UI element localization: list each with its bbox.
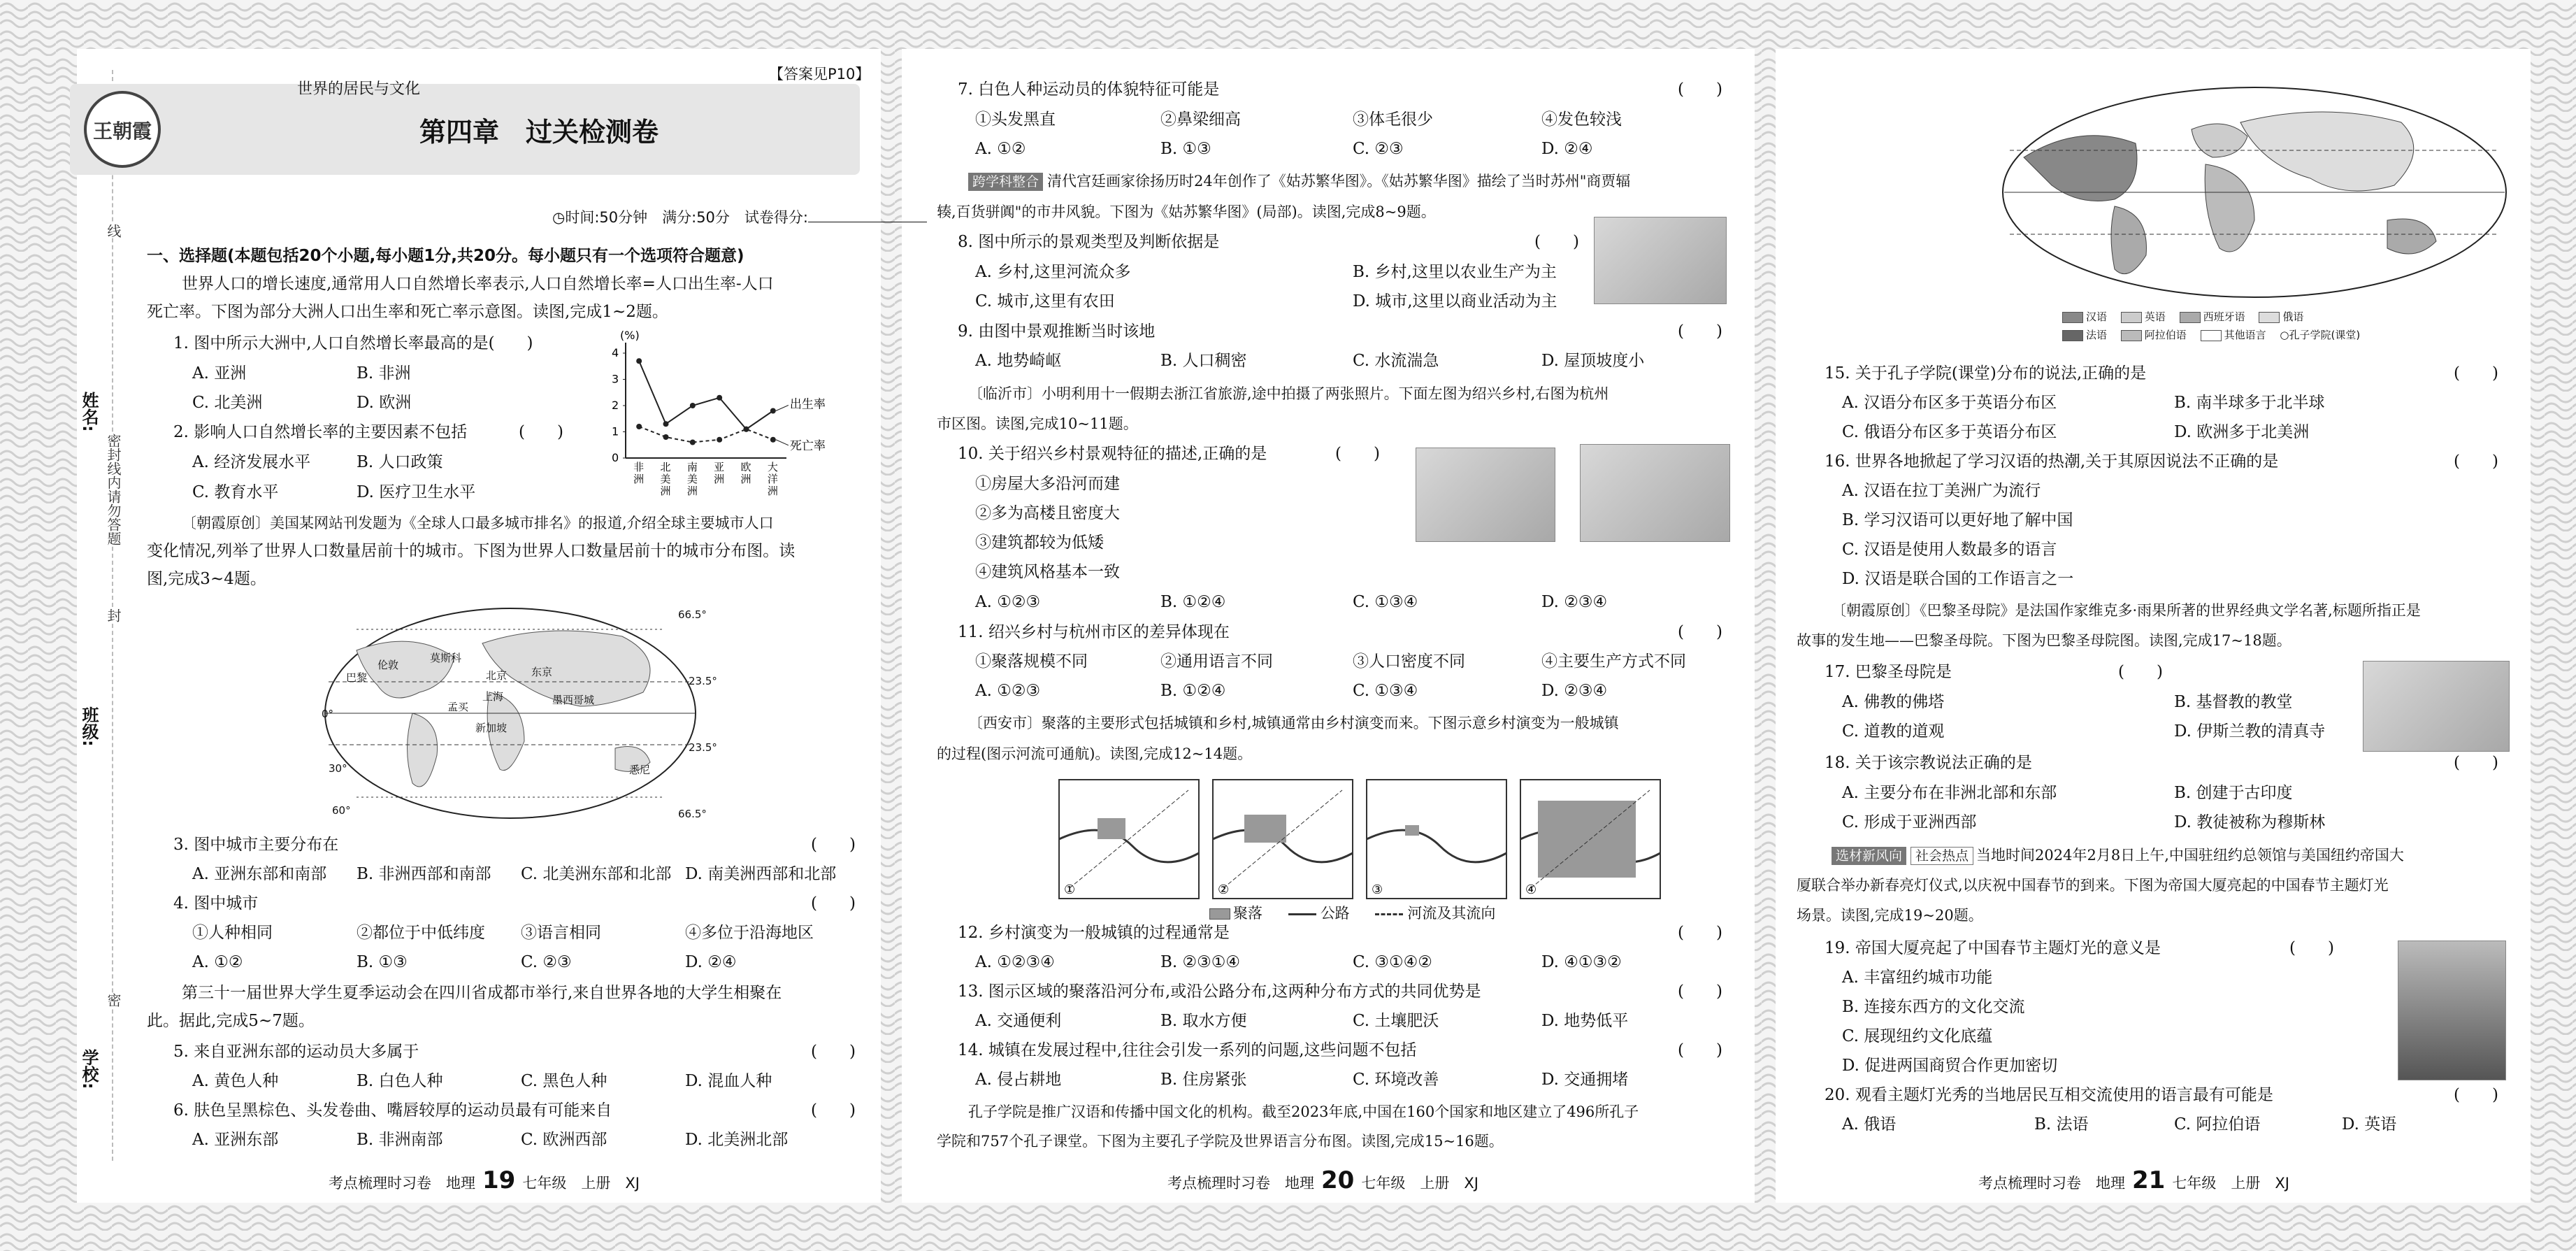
q6-option-d[interactable]: D. 北美洲北部 [685, 1131, 789, 1149]
notre-dame-photo [2363, 661, 2510, 752]
q7-option-a[interactable]: A. ①② [975, 140, 1026, 158]
q12-option-d[interactable]: D. ④①③② [1541, 953, 1622, 971]
q18-option-c[interactable]: C. 形成于亚洲西部 [1842, 813, 1977, 831]
series-leader [776, 406, 789, 411]
q17-option-d[interactable]: D. 伊斯兰教的清真寺 [2174, 722, 2326, 741]
footer-page-19: 考点梳理时习卷 地理 19 七年级 上册 XJ [329, 1166, 640, 1194]
q3-option-a[interactable]: A. 亚洲东部和南部 [192, 865, 327, 883]
q17-option-a[interactable]: A. 佛教的佛塔 [1842, 693, 1945, 711]
intro-15-16: 孔子学院是推广汉语和传播中国文化的机构。截至2023年底,中国在160个国家和地区建立了496所孔子 [968, 1103, 1639, 1120]
q2-option-a[interactable]: A. 经济发展水平 [192, 453, 311, 471]
q12-option-b[interactable]: B. ②③①④ [1160, 953, 1241, 971]
shaoxing-village-photo [1416, 448, 1555, 542]
data-point [636, 358, 642, 364]
q10-answer-blank[interactable]: ( ) [1335, 445, 1380, 463]
q11-answer-blank[interactable]: ( ) [1678, 623, 1722, 641]
intro-3-4-end: 图,完成3~4题。 [147, 570, 266, 588]
question-13: 13. 图示区域的聚落沿河分布,或沿公路分布,这两种分布方式的共同优势是 [958, 982, 1481, 1001]
answer-ref: 【答案见P10】 [769, 66, 870, 83]
series-leader [776, 440, 789, 445]
panel-1 [1059, 780, 1199, 899]
q11-statement-4: ④主要生产方式不同 [1541, 652, 1686, 671]
y-tick-label: 0 [612, 451, 619, 464]
intro-5-7-cont: 此。据此,完成5~7题。 [147, 1012, 315, 1030]
series-label: 死亡率 [789, 438, 826, 453]
question-4: 4. 图中城市 [173, 894, 259, 913]
q12-option-c[interactable]: C. ③①④② [1353, 953, 1432, 971]
q6-option-c[interactable]: C. 欧洲西部 [521, 1131, 607, 1149]
q16-option-c[interactable]: C. 汉语是使用人数最多的语言 [1842, 541, 2057, 559]
q13-option-a[interactable]: A. 交通便利 [975, 1012, 1062, 1030]
q8-answer-blank[interactable]: ( ) [1534, 233, 1579, 251]
name-label: 姓名: [79, 392, 99, 432]
question-3: 3. 图中城市主要分布在 [173, 836, 339, 854]
q18-answer-blank[interactable]: ( ) [2454, 754, 2498, 772]
q4-option-b[interactable]: B. ①③ [357, 953, 408, 971]
q19-answer-blank[interactable]: ( ) [2289, 939, 2334, 957]
data-point [717, 437, 722, 443]
series-label: 出生率 [789, 397, 826, 412]
q11-option-b[interactable]: B. ①②④ [1160, 682, 1226, 700]
q12-option-a[interactable]: A. ①②③④ [975, 953, 1055, 971]
brand-logo: 王朝霞 [84, 91, 161, 168]
svg-text:②: ② [1218, 882, 1230, 897]
q11-option-a[interactable]: A. ①②③ [975, 682, 1041, 700]
q2-option-d[interactable]: D. 医疗卫生水平 [357, 483, 476, 501]
q14-answer-blank[interactable]: ( ) [1678, 1041, 1722, 1059]
intro-17-18: 〔朝霞原创〕《巴黎圣母院》是法国作家维克多·雨果所著的世界经典文学名著,标题所指正是 [1832, 602, 2421, 619]
q20-option-a[interactable]: A. 俄语 [1842, 1115, 1897, 1134]
q11-option-d[interactable]: D. ②③④ [1541, 682, 1608, 700]
q10-statement-2: ②多为高楼且密度大 [975, 504, 1120, 522]
q5-option-d[interactable]: D. 混血人种 [685, 1072, 772, 1090]
q9-answer-blank[interactable]: ( ) [1678, 322, 1722, 341]
q10-statement-3: ③建筑都较为低矮 [975, 534, 1104, 552]
q4-statement-1: ①人种相同 [192, 924, 273, 942]
svg-text:③: ③ [1372, 882, 1383, 897]
q16-option-d[interactable]: D. 汉语是联合国的工作语言之一 [1842, 570, 2074, 588]
intro-1-2-cont: 死亡率。下图为部分大洲人口出生率和死亡率示意图。读图,完成1~2题。 [147, 303, 668, 321]
q4-option-a[interactable]: A. ①② [192, 953, 243, 971]
exam-timing: ◷时间:50分钟 满分:50分 试卷得分: [552, 206, 927, 229]
q1-option-b[interactable]: B. 非洲 [357, 364, 411, 383]
q9-option-d[interactable]: D. 屋顶坡度小 [1541, 352, 1645, 370]
q10-option-d[interactable]: D. ②③④ [1541, 593, 1608, 611]
q11-statement-1: ①聚落规模不同 [975, 652, 1088, 671]
q4-statement-4: ④多位于沿海地区 [685, 924, 814, 942]
y-tick-label: 3 [612, 372, 619, 386]
city-tokyo: 东京 [531, 666, 553, 678]
school-label: 学校: [79, 1049, 99, 1089]
q18-option-b[interactable]: B. 创建于古印度 [2174, 784, 2293, 802]
q10-option-b[interactable]: B. ①②④ [1160, 593, 1226, 611]
q3-option-b[interactable]: B. 非洲西部和南部 [357, 865, 491, 883]
q10-statement-4: ④建筑风格基本一致 [975, 563, 1120, 581]
data-point [663, 434, 669, 440]
q14-option-a[interactable]: A. 侵占耕地 [975, 1071, 1062, 1089]
intro-12-14-cont: 的过程(图示河流可通航)。读图,完成12~14题。 [937, 745, 1253, 762]
class-label: 班级: [79, 706, 99, 747]
q15-option-d[interactable]: D. 欧洲多于北美洲 [2174, 423, 2310, 441]
hangzhou-city-photo [1580, 444, 1730, 542]
series-line-2 [639, 427, 773, 443]
q7-option-b[interactable]: B. ①③ [1160, 140, 1211, 158]
question-6: 6. 肤色呈黑棕色、头发卷曲、嘴唇较厚的运动员最有可能来自 [173, 1101, 612, 1120]
q14-option-c[interactable]: C. 环境改善 [1353, 1071, 1439, 1089]
intro-17-18-cont: 故事的发生地——巴黎圣母院。下图为巴黎圣母院图。读图,完成17~18题。 [1797, 632, 2291, 649]
city-shanghai: 上海 [482, 690, 504, 703]
q19-option-a[interactable]: A. 丰富纽约城市功能 [1842, 968, 1993, 987]
lat-label-66s: 66.5° [678, 808, 707, 820]
page-title: 第四章 过关检测卷 [419, 117, 659, 148]
question-1: 1. 图中所示大洲中,人口自然增长率最高的是( ) [173, 334, 533, 352]
q20-option-b[interactable]: B. 法语 [2034, 1115, 2089, 1134]
q20-option-d[interactable]: D. 英语 [2342, 1115, 2397, 1134]
seal-note: 密封线内请勿答题 [103, 434, 124, 545]
q17-option-b[interactable]: B. 基督教的教堂 [2174, 693, 2293, 711]
x-tick-label: 欧洲 [740, 461, 751, 485]
city-sydney: 悉尼 [629, 764, 651, 776]
panel-2 [1213, 780, 1353, 899]
birth-death-rate-chart [594, 329, 867, 497]
x-tick-label: 北美洲 [660, 461, 671, 497]
q1-option-c[interactable]: C. 北美洲 [192, 394, 263, 412]
data-point [690, 440, 696, 445]
q20-answer-blank[interactable]: ( ) [2454, 1086, 2498, 1104]
q15-option-b[interactable]: B. 南半球多于北半球 [2174, 394, 2325, 412]
q16-answer-blank[interactable]: ( ) [2454, 452, 2498, 471]
q17-option-c[interactable]: C. 道教的道观 [1842, 722, 1945, 741]
q5-option-c[interactable]: C. 黑色人种 [521, 1072, 607, 1090]
q20-option-c[interactable]: C. 阿拉伯语 [2174, 1115, 2261, 1134]
x-tick-label: 南美洲 [686, 461, 698, 497]
y-tick-label: 2 [612, 399, 619, 412]
q4-option-d[interactable]: D. ②④ [685, 953, 737, 971]
q7-statement-1: ①头发黑直 [975, 110, 1056, 129]
q3-option-c[interactable]: C. 北美洲东部和北部 [521, 865, 672, 883]
lat-label-23s: 23.5° [689, 741, 717, 754]
x-tick-label: 大洋洲 [767, 461, 778, 497]
panel-4 [1520, 780, 1660, 899]
gusu-painting-image [1594, 217, 1727, 304]
q14-option-d[interactable]: D. 交通拥堵 [1541, 1071, 1629, 1089]
q11-statement-2: ②通用语言不同 [1160, 652, 1273, 671]
intro-10-11-cont: 市区图。读图,完成10~11题。 [937, 415, 1138, 432]
river-legend-swatch [1375, 913, 1403, 915]
q2-option-c[interactable]: C. 教育水平 [192, 483, 279, 501]
empire-state-building-photo [2398, 941, 2506, 1080]
clock-icon: ◷ [552, 209, 566, 226]
seal-dense-mark: 密 [103, 993, 124, 1007]
q9-option-a[interactable]: A. 地势崎岖 [975, 352, 1062, 370]
q4-answer-blank[interactable]: ( ) [811, 894, 856, 913]
city-singapore: 新加坡 [475, 722, 508, 734]
intro-8-9-cont: 辏,百货骈阗"的市井风貌。下图为《姑苏繁华图》(局部)。读图,完成8~9题。 [937, 203, 1436, 220]
q3-answer-blank[interactable]: ( ) [811, 836, 856, 854]
y-axis-label: (%) [620, 329, 640, 342]
q14-option-b[interactable]: B. 住房紧张 [1160, 1071, 1247, 1089]
y-tick-label: 4 [612, 346, 619, 359]
footer-page-21: 考点梳理时习卷 地理 21 七年级 上册 XJ [1978, 1166, 2289, 1194]
series-title: 世界的居民与文化 [297, 80, 421, 98]
q7-option-c[interactable]: C. ②③ [1353, 140, 1404, 158]
q15-option-a[interactable]: A. 汉语分布区多于英语分布区 [1842, 394, 2057, 412]
lat-label-66n: 66.5° [678, 608, 707, 621]
settlement-evolution-diagram [1056, 776, 1671, 916]
q7-statement-3: ③体毛很少 [1353, 110, 1433, 129]
question-16: 16. 世界各地掀起了学习汉语的热潮,关于其原因说法不正确的是 [1825, 452, 2279, 471]
svg-text:①: ① [1064, 882, 1076, 897]
q18-option-d[interactable]: D. 教徒被称为穆斯林 [2174, 813, 2326, 831]
language-map-legend: 汉语 英语 西班牙语 俄语 法语 阿拉伯语 其他语言 ○孔子学院(课堂) [2062, 308, 2360, 344]
q5-option-a[interactable]: A. 黄色人种 [192, 1072, 279, 1090]
q17-answer-blank[interactable]: ( ) [2118, 663, 2163, 681]
question-5: 5. 来自亚洲东部的运动员大多属于 [173, 1043, 419, 1061]
q16-option-b[interactable]: B. 学习汉语可以更好地了解中国 [1842, 511, 2073, 529]
data-point [744, 427, 749, 432]
world-language-map [1996, 80, 2513, 304]
question-20: 20. 观看主题灯光秀的当地居民互相交流使用的语言最有可能是 [1825, 1086, 2273, 1104]
intro-3-4-cont: 变化情况,列举了世界人口数量居前十的城市。下图为世界人口数量居前十的城市分布图。读 [147, 542, 796, 560]
intro-1-2: 世界人口的增长速度,通常用人口自然增长率表示,人口自然增长率=人口出生率-人口 [182, 275, 774, 293]
question-19: 19. 帝国大厦亮起了中国春节主题灯光的意义是 [1825, 939, 2161, 957]
lat-label-0: 0° [322, 708, 334, 720]
question-12: 12. 乡村演变为一般城镇的过程通常是 [958, 924, 1230, 942]
seal-line-mark: 线 [103, 224, 124, 238]
question-11: 11. 绍兴乡村与杭州市区的差异体现在 [958, 623, 1230, 641]
q10-statement-1: ①房屋大多沿河而建 [975, 475, 1120, 493]
intro-12-14: 〔西安市〕聚落的主要形式包括城镇和乡村,城镇通常由乡村演变而来。下图示意乡村演变为一般城镇 [968, 715, 1619, 731]
q4-option-c[interactable]: C. ②③ [521, 953, 572, 971]
footer-page-20: 考点梳理时习卷 地理 20 七年级 上册 XJ [1167, 1166, 1478, 1194]
q11-option-c[interactable]: C. ①③④ [1353, 682, 1418, 700]
question-15: 15. 关于孔子学院(课堂)分布的说法,正确的是 [1825, 364, 2147, 383]
q2-answer-blank[interactable]: ( ) [519, 423, 563, 441]
q6-option-b[interactable]: B. 非洲南部 [357, 1131, 443, 1149]
city-beijing: 北京 [486, 669, 508, 682]
q10-option-a[interactable]: A. ①②③ [975, 593, 1041, 611]
q7-statement-4: ④发色较浅 [1541, 110, 1622, 129]
q12-answer-blank[interactable]: ( ) [1678, 924, 1722, 942]
q1-option-d[interactable]: D. 欧洲 [357, 394, 412, 412]
intro-19-20-end: 场景。读图,完成19~20题。 [1797, 907, 1983, 924]
q5-answer-blank[interactable]: ( ) [811, 1043, 856, 1061]
q3-option-d[interactable]: D. 南美洲西部和北部 [685, 865, 837, 883]
q2-option-b[interactable]: B. 人口政策 [357, 453, 443, 471]
intro-19-20: 选材新风向 社会热点 当地时间2024年2月8日上午,中国驻纽约总领馆与美国纽约帝国大 [1832, 844, 2404, 866]
question-7: 7. 白色人种运动员的体貌特征可能是 [958, 80, 1220, 99]
data-point [770, 408, 776, 414]
data-point [717, 395, 722, 401]
q9-option-c[interactable]: C. 水流湍急 [1353, 352, 1439, 370]
q8-option-c[interactable]: C. 城市,这里有农田 [975, 292, 1115, 310]
dot-icon: ○ [2280, 329, 2289, 341]
q5-option-b[interactable]: B. 白色人种 [357, 1072, 443, 1090]
world-cities-map [315, 601, 706, 825]
intro-8-9: 跨学科整合 清代宫廷画家徐扬历时24年创作了《姑苏繁华图》。《姑苏繁华图》描绘了当时苏州"商贾辐 [968, 170, 1630, 192]
section-heading: 一、选择题(本题包括20个小题,每小题1分,共20分。每小题只有一个选项符合题意) [147, 247, 744, 265]
seal-seal-mark: 封 [103, 608, 124, 622]
data-point [636, 424, 642, 429]
q4-statement-2: ②都位于中低纬度 [357, 924, 485, 942]
q6-option-a[interactable]: A. 亚洲东部 [192, 1131, 279, 1149]
x-tick-label: 亚洲 [714, 461, 725, 485]
intro-5-7: 第三十一届世界大学生夏季运动会在四川省成都市举行,来自世界各地的大学生相聚在 [182, 984, 782, 1002]
city-mexico: 墨西哥城 [552, 694, 595, 706]
lat-label-30: 30° [329, 762, 347, 775]
data-point [663, 421, 669, 427]
question-18: 18. 关于该宗教说法正确的是 [1825, 754, 2032, 772]
q13-answer-blank[interactable]: ( ) [1678, 982, 1722, 1001]
road-legend-swatch [1288, 913, 1316, 915]
question-2: 2. 影响人口自然增长率的主要因素不包括 [173, 423, 468, 441]
question-10: 10. 关于绍兴乡村景观特征的描述,正确的是 [958, 445, 1267, 463]
intro-10-11: 〔临沂市〕小明利用十一假期去浙江省旅游,途中拍摄了两张照片。下面左图为绍兴乡村,右图为杭州 [968, 385, 1609, 402]
q10-option-c[interactable]: C. ①③④ [1353, 593, 1418, 611]
lat-label-60: 60° [332, 804, 351, 817]
q7-statement-2: ②鼻梁细高 [1160, 110, 1241, 129]
q15-option-c[interactable]: C. 俄语分布区多于英语分布区 [1842, 423, 2057, 441]
q16-option-a[interactable]: A. 汉语在拉丁美洲广为流行 [1842, 482, 2041, 500]
q13-option-d[interactable]: D. 地势低平 [1541, 1012, 1629, 1030]
lat-label-23n: 23.5° [689, 675, 717, 687]
series-line-1 [639, 361, 773, 429]
diagram-legend: 聚落 公路 河流及其流向 [1209, 902, 1495, 924]
settlement-legend-swatch [1209, 908, 1230, 920]
q15-answer-blank[interactable]: ( ) [2454, 364, 2498, 383]
q19-option-d[interactable]: D. 促进两国商贸合作更加密切 [1842, 1057, 2058, 1075]
data-point [690, 403, 696, 408]
city-mumbai: 孟买 [447, 701, 469, 713]
question-17: 17. 巴黎圣母院是 [1825, 663, 1952, 681]
city-london: 伦敦 [377, 659, 399, 671]
q7-option-d[interactable]: D. ②④ [1541, 140, 1593, 158]
city-paris: 巴黎 [346, 671, 368, 684]
q13-option-b[interactable]: B. 取水方便 [1160, 1012, 1247, 1030]
source-3-4: 〔朝霞原创〕美国某网站刊发题为《全球人口最多城市排名》的报道,介绍全球主要城市人口 [182, 515, 774, 531]
city-moscow: 莫斯科 [430, 652, 462, 664]
q19-option-c[interactable]: C. 展现纽约文化底蕴 [1842, 1027, 1993, 1045]
svg-text:④: ④ [1525, 882, 1537, 897]
q8-option-a[interactable]: A. 乡村,这里河流众多 [975, 263, 1131, 281]
data-point [770, 437, 776, 443]
q19-option-b[interactable]: B. 连接东西方的文化交流 [1842, 998, 2025, 1016]
intro-15-16-cont: 学院和757个孔子课堂。下图为主要孔子学院及世界语言分布图。读图,完成15~16题。 [937, 1133, 1504, 1150]
q7-answer-blank[interactable]: ( ) [1678, 80, 1722, 99]
panel-3 [1367, 780, 1506, 899]
question-14: 14. 城镇在发展过程中,往往会引发一系列的问题,这些问题不包括 [958, 1041, 1417, 1059]
q1-option-a[interactable]: A. 亚洲 [192, 364, 247, 383]
question-8: 8. 图中所示的景观类型及判断依据是 [958, 233, 1220, 251]
q18-option-a[interactable]: A. 主要分布在非洲北部和东部 [1842, 784, 2057, 802]
q11-statement-3: ③人口密度不同 [1353, 652, 1465, 671]
question-9: 9. 由图中景观推断当时该地 [958, 322, 1156, 341]
y-tick-label: 1 [612, 424, 619, 438]
q6-answer-blank[interactable]: ( ) [811, 1101, 856, 1120]
q8-option-d[interactable]: D. 城市,这里以商业活动为主 [1353, 292, 1557, 310]
intro-19-20-cont: 厦联合举办新春亮灯仪式,以庆祝中国春节的到来。下图为帝国大厦亮起的中国春节主题灯光 [1797, 877, 2389, 894]
q13-option-c[interactable]: C. 土壤肥沃 [1353, 1012, 1439, 1030]
q4-statement-3: ③语言相同 [521, 924, 601, 942]
q8-option-b[interactable]: B. 乡村,这里以农业生产为主 [1353, 263, 1557, 281]
x-tick-label: 非洲 [633, 461, 645, 485]
q9-option-b[interactable]: B. 人口稠密 [1160, 352, 1247, 370]
